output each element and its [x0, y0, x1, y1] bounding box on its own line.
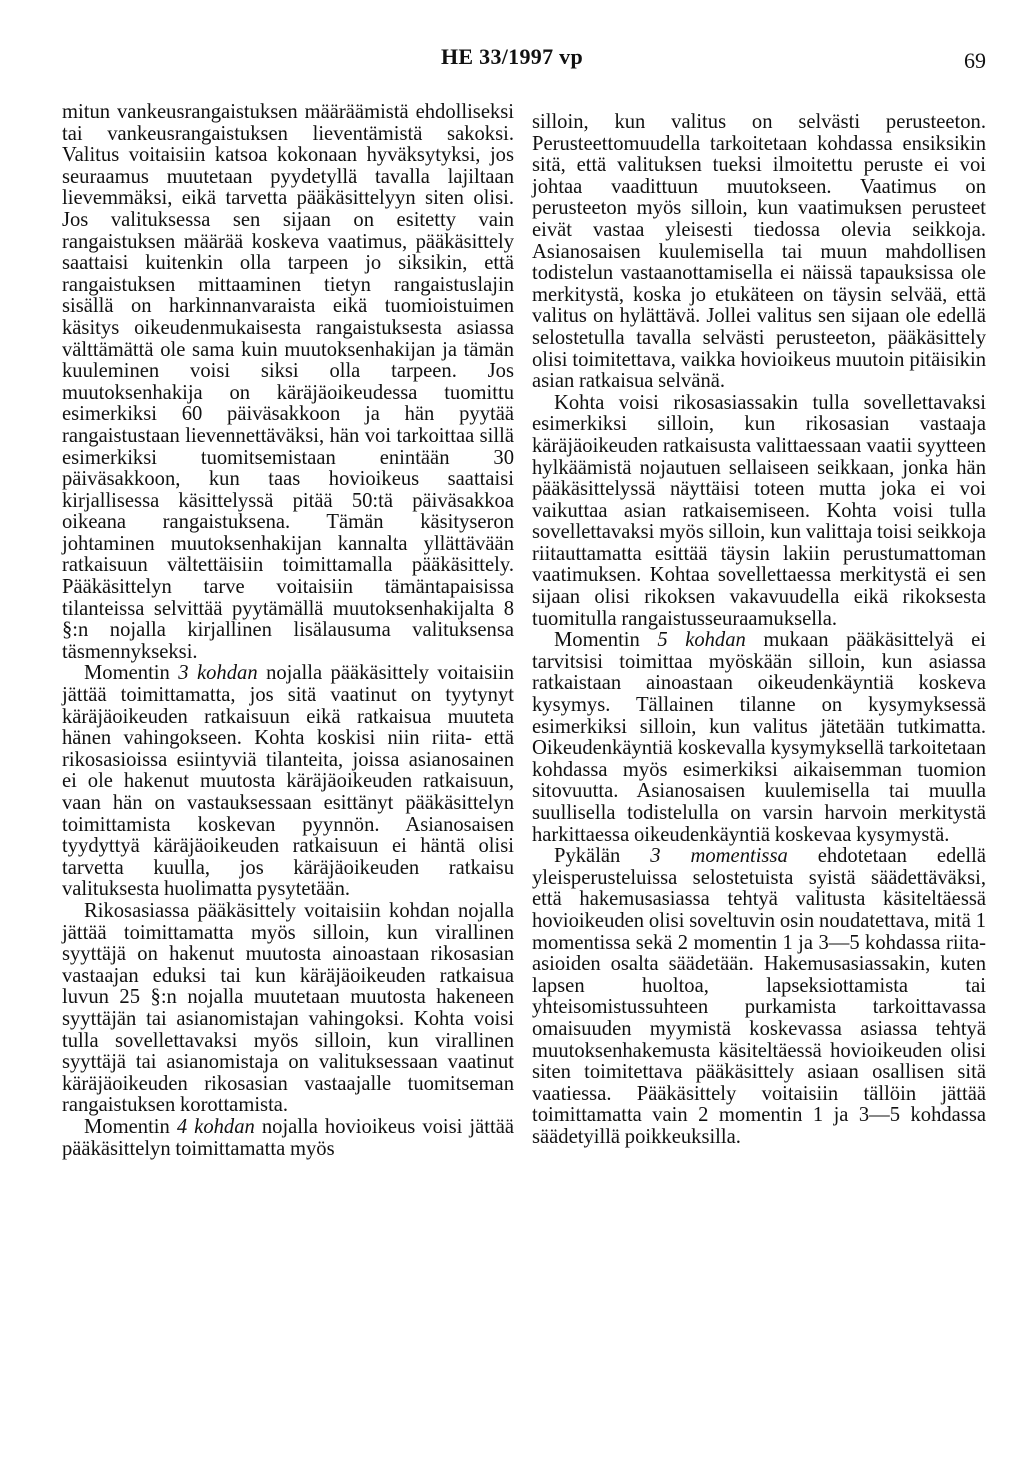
- paragraph-text: mukaan pääkäsittelyä ei tarvitsisi toimittaa myöskään silloin, kun asiassa ratkaistaan ainoastaan oikeudenkäyntiä koskeva kysymys. Tällainen tilanne on kysymyksessä esimerkiksi silloin, kun valitus jätetään tutkimatta. Oikeudenkäyntiä koskevalla kysymyksellä tarkoitetaan kohdassa myös esimerkiksi aikaisemman tuomion sitovuutta. Asianosaisen kuulemisella tai muulla suullisella todistelulla on varsin harvoin merkitystä harkittaessa oikeudenkäyntiä koskevaa kysymystä.: [532, 629, 987, 846]
- italic-term: 3 kohdan: [178, 662, 258, 685]
- paragraph: [532, 846, 986, 1148]
- paragraph: Rikosasiassa pääkäsittely voitaisiin kohdan nojalla jättää toimittamatta myös silloin, kun virallinen syyttäjä on hakenut muutosta ainoastaan rikosasian vastaajan eduksi tai kun käräjäoikeuden ratkaisua luvun 25 §:n nojalla muutetaan muutosta hakeneen syyttäjän tai asianomistajan vahingoksi. Kohta voisi tulla sovellettavaksi myös silloin, kun virallinen syyttäjä tai asianomistaja on valituksessaan vaatinut käräjäoikeuden rikosasian vastaajalle tuomitseman rangaistuksen korottamista.: [62, 899, 514, 1117]
- paragraph-lead: Pykälän: [554, 845, 651, 868]
- paragraph: [532, 630, 986, 846]
- right-column: [532, 112, 986, 1149]
- paragraph-lead: Momentin: [84, 1115, 177, 1138]
- italic-term: 5 kohdan: [657, 629, 746, 652]
- running-title: HE 33/1997 vp: [440, 44, 584, 69]
- page-number: 69: [964, 48, 986, 73]
- paragraph-lead: Momentin: [84, 662, 179, 685]
- left-column: [62, 102, 514, 1160]
- paragraph-text: nojalla hovioikeus voisi jättää pääkäsittelyn toimittamatta myös: [62, 1115, 514, 1160]
- paragraph: [62, 1117, 514, 1160]
- italic-term: 3 momentissa: [650, 845, 788, 868]
- italic-term: 4 kohdan: [176, 1115, 255, 1138]
- paragraph: silloin, kun valitus on selvästi perusteeton. Perusteettomuudella tarkoitetaan kohdassa ensiksikin sitä, että valituksen tueksi ilmoitettu peruste ei voi johtaa vaadittuun muutokseen. Vaatimus on perusteeton myös silloin, kun vaatimuksen perusteet eivät vastaa yleisesti tiedossa olevia seikkoja. Asianosaisen kuulemisella tai muun mahdollisen todistelun vastaanottamisella ei näissä tapauksissa ole merkitystä, koska jo etukäteen on täysin selvää, että valitus on hylättävä. Jollei valitus sen sijaan ole edellä selostetulla tavalla selvästi perusteeton, pääkäsittely olisi toimitettava, vaikka hovioikeus muutoin pitäisikin asian ratkaisua selvänä.: [532, 111, 986, 393]
- paragraph-text: nojalla pääkäsittely voitaisiin jättää toimittamatta, jos sitä vaatinut on tyytynyt käräjäoikeuden ratkaisuun eikä ratkaisua muuteta hänen vahingokseen. Kohta koskisi niin riita- että rikosasioissa esiintyviä tilanteita, joissa asianosainen ei ole hakenut muutosta käräjäoikeuden ratkaisuun, vaan hän on vastauksessaan esittänyt pääkäsittelyn toimittamista koskevan pyynnön. Asianosaisen tyydyttyä käräjäoikeuden ratkaisuun ei häntä olisi tarvetta kuulla, jos käräjäoikeuden ratkaisu valituksesta huolimatta pysytetään.: [62, 662, 514, 901]
- paragraph-text: ehdotetaan edellä yleisperusteluissa selostetuista syistä säädettäväksi, että hakemusasiassa tehtyä valitusta käsiteltäessä hovioikeuden olisi soveltuvin osin noudatettava, mitä 1 momentissa sekä 2 momentin 1 ja 3—5 kohdassa riita-asioiden osalta säädetään. Hakemusasiassakin, kuten lapsen huoltoa, lapseksiottamista tai yhteisomistussuhteen purkamista tarkoittavassa omaisuuden myymistä koskevassa asiassa tehtyä muutoksenhakemusta käsiteltäessä hovioikeuden olisi siten toimitettava pääkäsittely asiaan osallisen sitä vaatiessa. Pääkäsittely voitaisiin tällöin jättää toimittamatta vain 2 momentin 1 ja 3—5 kohdassa säädetyillä poikkeuksilla.: [532, 845, 986, 1148]
- paragraph-lead: Momentin: [554, 629, 658, 652]
- paragraph: [62, 663, 514, 901]
- paragraph: Kohta voisi rikosasiassakin tulla sovellettavaksi esimerkiksi silloin, kun rikosasian vastaaja käräjäoikeuden ratkaisusta valittaessaan vaatii syytteen hylkäämistä nojautuen sellaiseen seikkaan, jonka hän pääkäsittelyssä näyttäisi toteen mutta joka ei voi vaikuttaa asian ratkaisemiseen. Kohta voisi tulla sovellettavaksi myös silloin, kun valittaja toisi seikkoja riitauttamatta esittää täysin lakiin perustumattoman vaatimuksen. Kohtaa sovellettaessa merkitystä ei sen sijaan olisi rikoksen vakavuudella eikä rikoksesta tuomitulla rangaistusseuraamuksella.: [532, 391, 986, 630]
- paragraph: mitun vankeusrangaistuksen määräämistä ehdolliseksi tai vankeusrangaistuksen lieventämistä sakoksi. Valitus voitaisiin katsoa kokonaan hyväksytyksi, jos seuraamus muutetaan pyydetyllä tavalla lajiltaan lievemmäksi, eikä tarvetta pääkäsittelyyn siten olisi. Jos valituksessa sen sijaan on esitetty vain rangaistuksen määrää koskeva vaatimus, pääkäsittely saattaisi kuitenkin olla tarpeen jo siksikin, että rangaistuksen mittaaminen tietyn rangaistuslajin sisällä on harkinnanvaraista eikä tuomioistuimen käsitys oikeudenmukaisesta rangaistuksesta asiassa välttämättä ole sama kuin muutoksenhakijan ja tämän kuuleminen voisi siksi olla tarpeen. Jos muutoksenhakija on käräjäoikeudessa tuomittu esimerkiksi 60 päiväsakkoon ja hän pyytää rangaistustaan lievennettäväksi, hän voi tarkoittaa sillä esimerkiksi tuomitsemistaan enintään 30 päiväsakkoon, kun taas hovioikeus saattaisi kirjallisessa käsittelyssä pitää 50:tä päiväsakkoa oikeana rangaistuksena. Tämän käsityseron johtaminen muutoksenhakijan kannalta yllättävään ratkaisuun vältettäisiin toimittamalla pääkäsittely. Pääkäsittelyn tarve voitaisiin tämäntapaisissa tilanteissa selvittää pyytämällä muutoksenhakijalta 8 §:n nojalla kirjallinen lisälausuma valituksensa täsmennykseksi.: [62, 101, 514, 663]
